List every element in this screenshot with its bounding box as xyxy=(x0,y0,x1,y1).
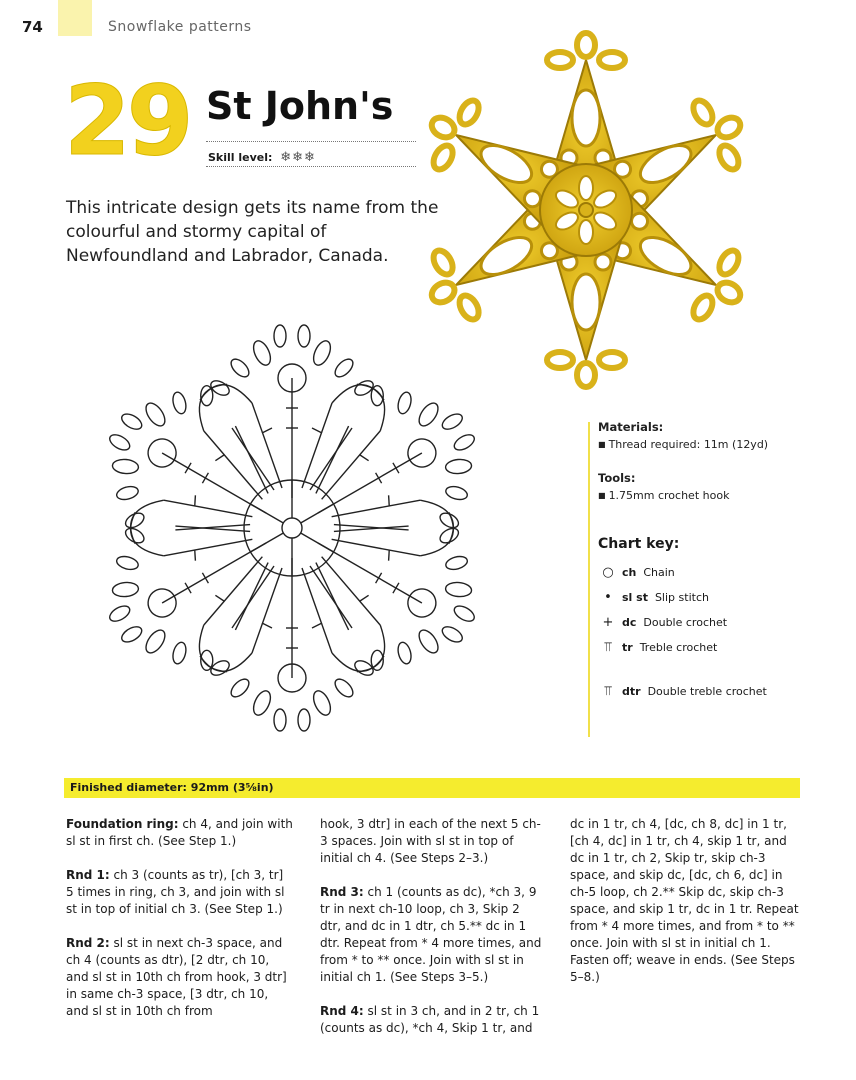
chain-symbol-icon: ○ xyxy=(602,565,614,580)
double-treble-crochet-symbol-icon: ⫪ xyxy=(604,684,612,699)
key-abbr: sl st xyxy=(622,591,648,604)
instruction-paragraph: Rnd 4: sl st in 3 ch, and in 2 tr, ch 1 (counts as dc), *ch 4, Skip 1 tr, and xyxy=(320,1004,540,1035)
key-name: Double crochet xyxy=(643,616,728,629)
key-row-chain xyxy=(598,565,675,580)
instructions-column-3 xyxy=(570,816,802,1003)
title-rule-top xyxy=(206,141,416,142)
intro-text: This intricate design gets its name from the colourful and stormy capital of Newfoundland and Labrador, Canada. xyxy=(66,198,439,266)
double-crochet-symbol-icon: + xyxy=(602,615,614,630)
tools-section xyxy=(598,470,729,504)
key-abbr: dtr xyxy=(622,685,641,698)
instructions-column-1 xyxy=(66,816,294,1037)
key-row-double-treble-crochet xyxy=(598,684,767,699)
crochet-chart-diagram xyxy=(24,292,584,772)
key-row-double-crochet xyxy=(598,615,727,630)
skill-level xyxy=(208,150,316,165)
title-rule-bottom xyxy=(206,166,416,167)
key-name: Double treble crochet xyxy=(647,685,767,698)
key-abbr: dc xyxy=(622,616,637,629)
instruction-paragraph: Rnd 3: ch 1 (counts as dc), *ch 3, 9 tr in next ch-10 loop, ch 3, Skip 2 dtr, and dc in 1 dtr, ch 5.** dc in 1 dtr. Repeat from * 4 more times, and from * to ** once. Join with sl st in initial ch 1. (See Steps 3–5.) xyxy=(320,885,542,984)
materials-heading: Materials: xyxy=(598,420,664,434)
instruction-paragraph: dc in 1 tr, ch 4, [dc, ch 8, dc] in 1 tr, [ch 4, dc] in 1 tr, ch 4, skip 1 tr, and dc in 1 tr, ch 2, Skip tr, skip ch-3 space, and skip dc, [dc, ch 6, dc] in ch-5 loop, ch 2.** Skip dc, skip ch-3 space, and skip 1 tr, dc in 1 tr. Repeat from * 4 more times, and from * to ** once. Join with sl st in initial ch 1. Fasten off; weave in ends. (See Steps 5–8.) xyxy=(570,817,799,984)
pattern-number: 29 xyxy=(64,65,190,177)
snowflake-rating-icon: ❄❄❄ xyxy=(280,150,316,165)
instructions-column-2 xyxy=(320,816,542,1054)
key-row-slip-stitch xyxy=(598,590,709,605)
skill-level-label: Skill level: xyxy=(208,151,273,164)
key-abbr: ch xyxy=(622,566,637,579)
tools-heading: Tools: xyxy=(598,471,636,485)
header-tab-decoration xyxy=(58,0,92,36)
key-name: Chain xyxy=(643,566,675,579)
chart-key-heading: Chart key: xyxy=(598,536,680,552)
instruction-paragraph: Rnd 1: ch 3 (counts as tr), [ch 3, tr] 5 times in ring, ch 3, and join with sl st in top of initial ch 3. (See Step 1.) xyxy=(66,868,285,916)
crochet-hook: ■ 1.75mm crochet hook xyxy=(598,487,729,504)
key-name: Treble crochet xyxy=(639,641,718,654)
treble-crochet-symbol-icon: ⫪ xyxy=(604,640,612,655)
instruction-paragraph: Foundation ring: ch 4, and join with sl st in first ch. (See Step 1.) xyxy=(66,817,293,848)
running-head: Snowflake patterns xyxy=(108,19,252,35)
key-abbr: tr xyxy=(622,641,633,654)
key-row-treble-crochet xyxy=(598,640,717,655)
instruction-paragraph: hook, 3 dtr] in each of the next 5 ch-3 spaces. Join with sl st in top of initial ch 4. (See Steps 2–3.) xyxy=(320,817,541,865)
instruction-paragraph: Rnd 2: sl st in next ch-3 space, and ch 4 (counts as dtr), [2 dtr, ch 10, and sl st in 10th ch from hook, 3 dtr] in same ch-3 space, [3 dtr, ch 10, and sl st in 10th ch from xyxy=(66,936,287,1018)
thread-required: ■ Thread required: 11m (12yd) xyxy=(598,436,768,453)
page-number: 74 xyxy=(22,18,43,36)
finished-diameter: Finished diameter: 92mm (3⅝in) xyxy=(70,781,274,794)
materials-section xyxy=(598,419,768,453)
pattern-title: St John's xyxy=(206,84,394,128)
sidebar-accent-line xyxy=(588,422,590,737)
slip-stitch-symbol-icon: • xyxy=(604,590,612,605)
key-name: Slip stitch xyxy=(654,591,709,604)
